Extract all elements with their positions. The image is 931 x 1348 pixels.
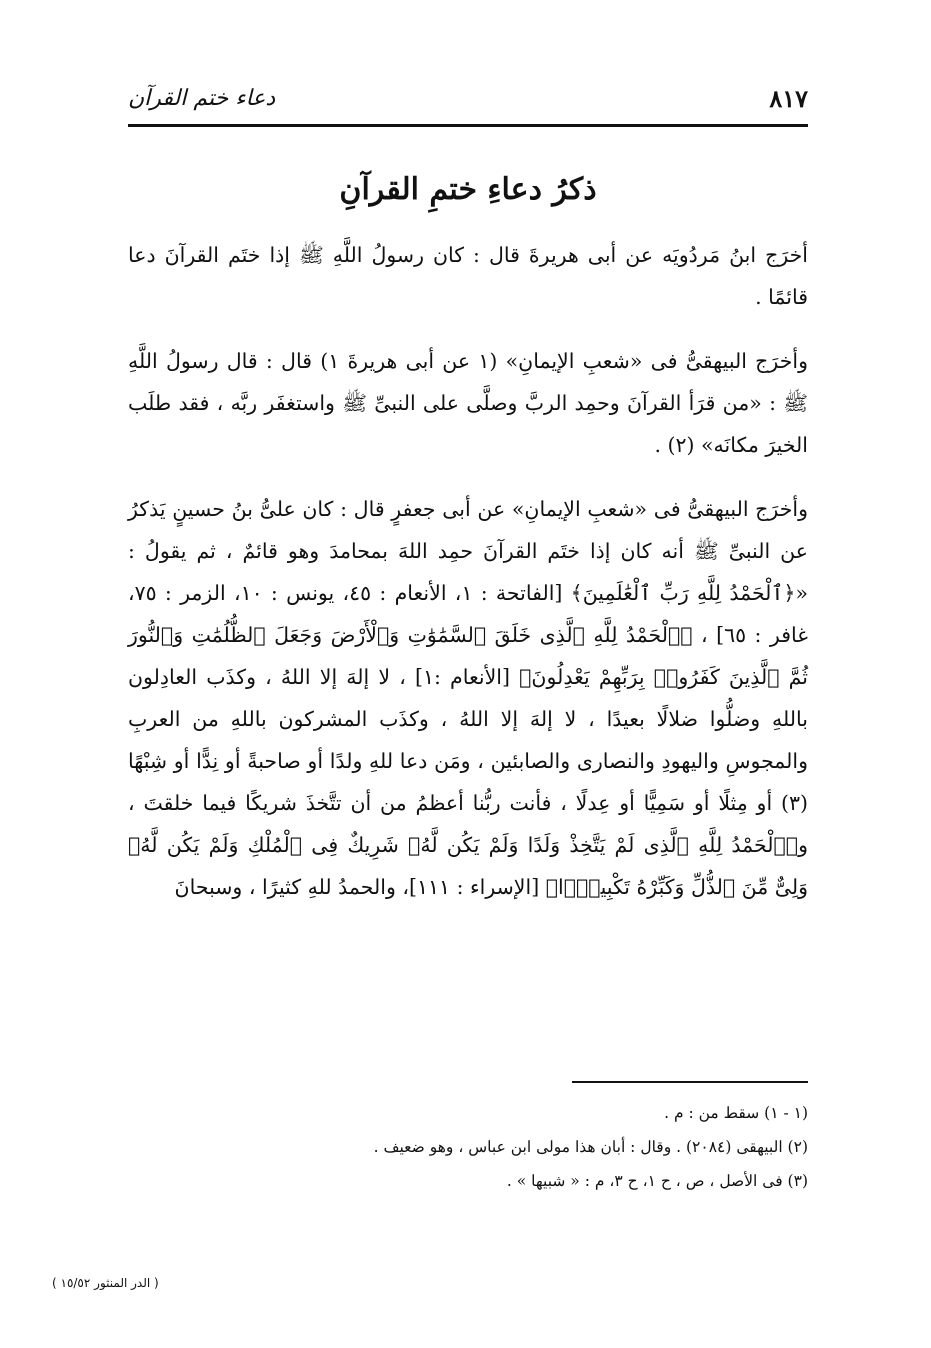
footnote-2: (٢) البيهقى (٢٠٨٤) . وقال : أبان هذا مولى ابن عباس ، وهو ضعيف . — [373, 1138, 808, 1156]
footnote-rule — [572, 1081, 808, 1083]
paragraph-3: وأخرَج البيهقىُّ فى «شعبِ الإيمانِ» عن أبى جعفرٍ قال : كان علىُّ بنُ حسينٍ يَذكرُ عن النبىِّ ﷺ أنه كان إذا ختَم القرآنَ حمِد اللهَ بمحامدَ وهو قائمٌ ، ثم يقولُ : «﴿ٱلْحَمْدُ لِلَّهِ رَبِّ ٱلْعَٰلَمِينَ﴾ [الفاتحة : ١، الأنعام : ٤٥، يونس : ١٠، الزمر : ٧٥، غافر : ٦٥] ، ﴿ٱلْحَمْدُ لِلَّهِ ٱلَّذِى خَلَقَ ٱلسَّمَٰوَٰتِ وَٱلْأَرْضَ وَجَعَلَ ٱلظُّلُمَٰتِ وَٱلنُّورَ ثُمَّ ٱلَّذِينَ كَفَرُوا۟ بِرَبِّهِمْ يَعْدِلُونَ﴾ [الأنعام :١] ، لا إلهَ إلا اللهُ ، وكذَب العادِلون باللهِ وضلُّوا ضلالًا بعيدًا ، لا إلهَ إلا اللهُ ، وكذَب المشركون باللهِ من العربِ والمجوسِ واليهودِ والنصارى والصابئين ، ومَن دعا للهِ ولدًا أو صاحبةً أو نِدًّا أو شِبْهًا (٣) أو مِثلًا أو سَمِيًّا أو عِدلًا ، فأنت ربُّنا أعظمُ من أن تتَّخذَ شريكًا فيما خلقتَ ، و﴿ٱلْحَمْدُ لِلَّهِ ٱلَّذِى لَمْ يَتَّخِذْ وَلَدًا وَلَمْ يَكُن لَّهُۥ شَرِيكٌ فِى ٱلْمُلْكِ وَلَمْ يَكُن لَّهُۥ وَلِىٌّ مِّنَ ٱلذُّلِّ وَكَبِّرْهُ تَكْبِيرًۢا﴾ [الإسراء : ١١١]، والحمدُ للهِ كثيرًا ، وسبحانَ — [128, 497, 808, 899]
running-title: دعاء ختم القرآن — [128, 85, 276, 111]
paragraph-1: أخرَج ابنُ مَردُويَه عن أبى هريرةَ قال : كان رسولُ اللَّهِ ﷺ إذا ختَم القرآنَ دعا قائمًا . — [128, 243, 808, 309]
source-tag: ( الدر المنثور ١٥/٥٢ ) — [52, 1276, 159, 1290]
header-rule — [128, 124, 808, 127]
footnote-3: (٣) فى الأصل ، ص ، ح ١، ح ٣، م : « شبيها » . — [506, 1172, 808, 1190]
main-text — [128, 234, 808, 930]
section-title: ذكرُ دعاءِ ختمِ القرآنِ — [339, 172, 597, 207]
paragraph-2: وأخرَج البيهقىُّ فى «شعبِ الإيمانِ» (١ عن أبى هريرةَ ١) قال : قال رسولُ اللَّهِ ﷺ : «من قرَأ القرآنَ وحمِد الربَّ وصلَّى على النبىِّ ﷺ واستغفَر ربَّه ، فقد طلَب الخيرَ مكانَه» (٢) . — [128, 349, 808, 457]
footnote-1: (١ - ١) سقط من : م . — [664, 1104, 808, 1122]
page-header — [128, 76, 808, 120]
footnotes — [128, 1096, 808, 1198]
page-number: ٨١٧ — [769, 83, 808, 113]
